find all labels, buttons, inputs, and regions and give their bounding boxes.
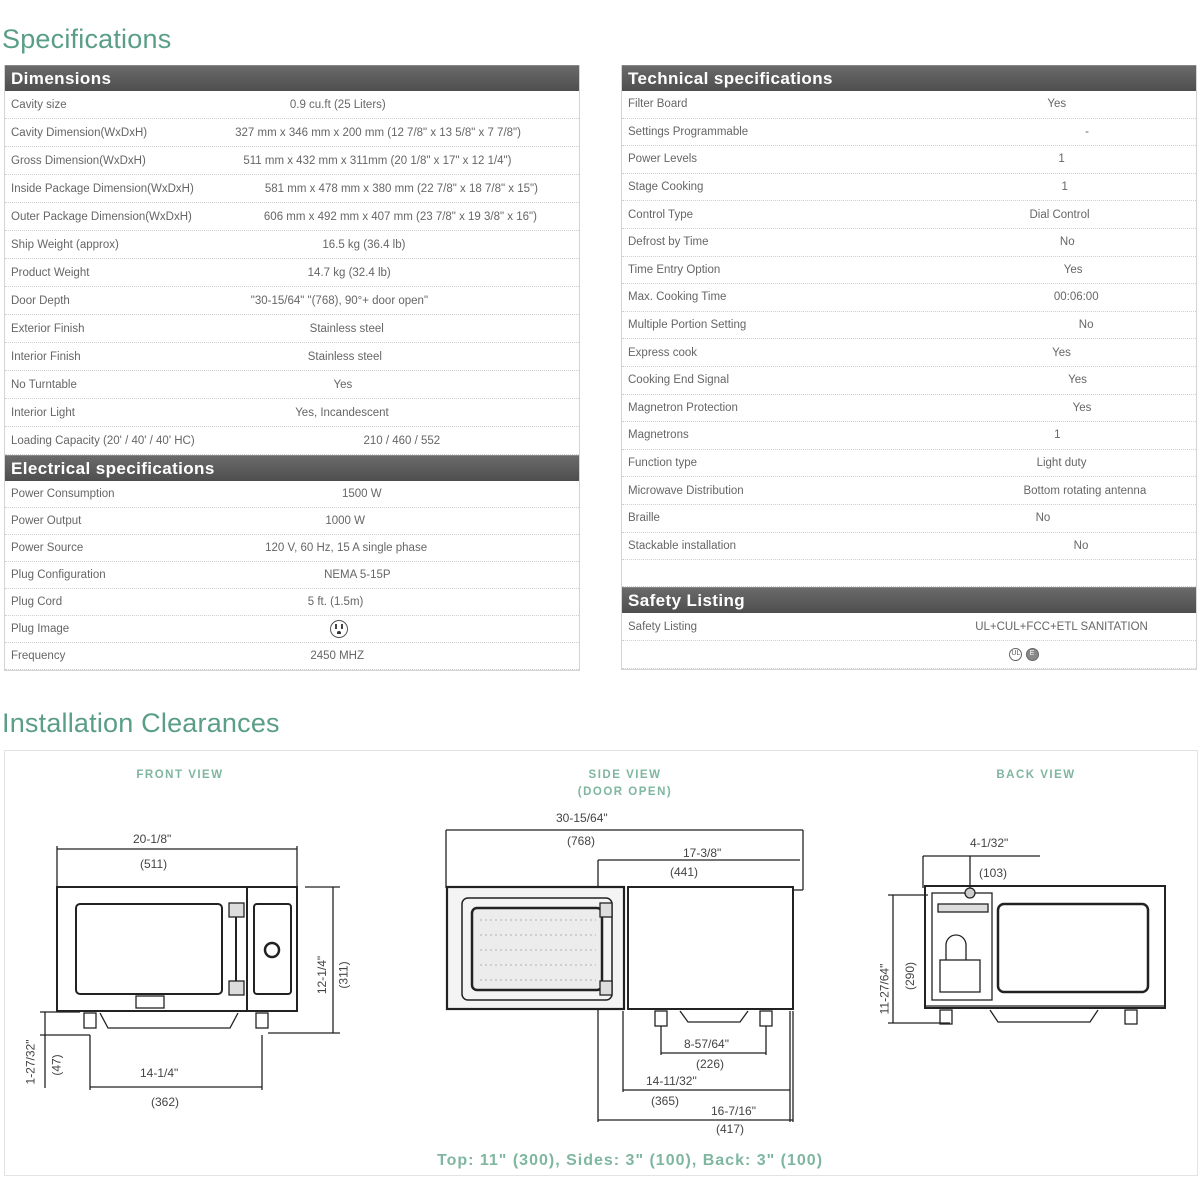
spec-value: 581 mm x 478 mm x 380 mm (22 7/8" x 18 7/8" x 15") (264, 182, 538, 195)
spec-value: 0.9 cu.ft (25 Liters) (289, 98, 386, 111)
spec-row (5, 508, 579, 535)
spec-row (622, 146, 1196, 174)
spec-row (5, 147, 579, 175)
spec-label: Interior Light (11, 406, 75, 419)
dimensions-rows (5, 91, 579, 455)
front-width-mm: (511) (140, 857, 168, 871)
spec-row (5, 427, 579, 455)
spec-value: Light duty (1036, 457, 1087, 470)
spec-value: UL+CUL+FCC+ETL SANITATION (975, 620, 1148, 633)
ul-listed-icon: UL (1009, 648, 1022, 661)
spec-row (622, 422, 1196, 450)
spec-label: Filter Board (628, 98, 688, 111)
spec-row (5, 616, 579, 643)
front-view-label: FRONT VIEW (136, 769, 224, 781)
spec-row (622, 505, 1196, 533)
side-feet-mm: (226) (696, 1057, 725, 1071)
spec-label: Door Depth (11, 294, 70, 307)
electrical-rows (5, 481, 579, 670)
spec-row (5, 643, 579, 670)
spec-row (5, 589, 579, 616)
spec-row (5, 259, 579, 287)
spec-label: Microwave Distribution (628, 484, 744, 497)
spec-row (5, 287, 579, 315)
front-height-mm: (311) (336, 961, 351, 989)
specifications-title: Specifications (2, 24, 172, 54)
spec-row (622, 284, 1196, 312)
spec-row (5, 535, 579, 562)
spec-row (622, 450, 1196, 478)
spec-value: 606 mm x 492 mm x 407 mm (23 7/8" x 19 3/8" x 16") (263, 210, 537, 223)
side-base-in: 16-7/16" (711, 1104, 756, 1118)
spec-value: Yes, Incandescent (295, 406, 389, 419)
front-foot-in: 1-27/32" (23, 1039, 38, 1085)
spec-label: Stage Cooking (628, 181, 704, 194)
spec-value: "30-15/64" "(768), 90°+ door open" (250, 294, 429, 307)
front-feet-span-mm: (362) (151, 1095, 180, 1109)
spec-value: 1000 W (325, 515, 365, 527)
electrical-header: Electrical specifications (5, 455, 579, 481)
spec-label: Plug Configuration (11, 569, 106, 581)
spec-row (5, 481, 579, 508)
spec-row (5, 315, 579, 343)
spec-value: 2450 MHZ (310, 650, 365, 662)
spec-row (5, 203, 579, 231)
spec-label: Plug Cord (11, 596, 63, 608)
spec-value: 1 (1061, 181, 1068, 194)
technical-safety-table (621, 65, 1197, 670)
spec-row (5, 91, 579, 119)
spec-label: Plug Image (11, 623, 70, 635)
spec-label: Time Entry Option (628, 263, 721, 276)
spec-value: Stainless steel (309, 322, 384, 335)
spec-value: Stainless steel (307, 350, 382, 363)
spec-label: Product Weight (11, 266, 90, 279)
spec-value: Yes (1052, 346, 1071, 359)
spec-value: Dial Control (1029, 208, 1090, 221)
spec-label: Magnetrons (628, 429, 689, 442)
front-feet-span-in: 14-1/4" (140, 1066, 179, 1080)
side-view-label: SIDE VIEW (588, 769, 662, 781)
spec-value: No (1073, 539, 1089, 552)
spec-label: Outer Package Dimension(WxDxH) (11, 210, 192, 223)
spec-value: Yes (1072, 401, 1092, 414)
spec-row (5, 371, 579, 399)
cert-icons-row (622, 641, 1196, 669)
spec-value: Yes (1068, 374, 1087, 387)
spec-value: 5 ft. (1.5m) (307, 596, 364, 608)
spec-label: Cooking End Signal (628, 374, 730, 387)
spec-value: NEMA 5-15P (324, 569, 391, 581)
side-base-mm: (417) (716, 1122, 745, 1136)
spec-row (5, 343, 579, 371)
spec-value: Bottom rotating antenna (1023, 484, 1147, 497)
installation-title: Installation Clearances (2, 708, 280, 738)
spec-label: Loading Capacity (20' / 40' / 40' HC) (11, 434, 195, 447)
spec-label: Multiple Portion Setting (628, 319, 747, 332)
spec-value: No (1035, 512, 1051, 525)
front-width-in: 20-1/8" (133, 832, 172, 846)
spec-label: Power Levels (628, 153, 698, 166)
etl-sanitation-icon: E (1026, 648, 1039, 661)
spec-value: Yes (333, 378, 353, 391)
spec-label: Express cook (628, 346, 698, 359)
spec-label: Exterior Finish (11, 322, 85, 335)
spec-label: Max. Cooking Time (628, 291, 727, 304)
spec-value (69, 620, 579, 638)
spec-label: Stackable installation (628, 539, 737, 552)
spec-label: Gross Dimension(WxDxH) (11, 154, 146, 167)
spec-value: 210 / 460 / 552 (363, 434, 441, 447)
spec-label: Cavity size (11, 98, 67, 111)
spec-row (5, 399, 579, 427)
spec-value: 1500 W (341, 488, 382, 500)
spec-label: Frequency (11, 650, 66, 662)
spec-label: Cavity Dimension(WxDxH) (11, 126, 148, 139)
clearance-note: Top: 11" (300), Sides: 3" (100), Back: 3" (100) (436, 1152, 824, 1169)
spec-value: 120 V, 60 Hz, 15 A single phase (265, 542, 428, 554)
spec-row (622, 312, 1196, 340)
spec-label: Magnetron Protection (628, 401, 738, 414)
spec-label: Safety Listing (628, 620, 698, 633)
safety-rows (622, 613, 1196, 641)
side-feet-in: 8-57/64" (684, 1037, 729, 1051)
back-view-drawing (875, 850, 1175, 1040)
spec-label: Inside Package Dimension(WxDxH) (11, 182, 194, 195)
side-depth-mm: (441) (670, 865, 699, 879)
nema-5-15-outlet-icon (330, 620, 348, 638)
spec-value: 14.7 kg (32.4 lb) (307, 266, 391, 279)
spec-row (622, 395, 1196, 423)
front-height-in: 12-1/4" (315, 955, 330, 995)
spec-label: Power Output (11, 515, 82, 527)
spec-label: Settings Programmable (628, 125, 749, 138)
spec-value: Yes (1063, 263, 1083, 276)
spec-label: Control Type (628, 208, 693, 221)
spec-row (622, 477, 1196, 505)
spec-value: No (1059, 236, 1075, 249)
spec-row (622, 613, 1196, 641)
spec-value: - (1085, 125, 1089, 138)
spec-row (622, 367, 1196, 395)
spec-row (622, 174, 1196, 202)
back-height-in: 11-27/64" (877, 963, 892, 1015)
spec-label: No Turntable (11, 378, 77, 391)
spec-value: 1 (1058, 153, 1065, 166)
side-depth-in: 17-3/8" (683, 846, 722, 860)
dimensions-header: Dimensions (5, 65, 579, 91)
spec-label: Power Consumption (11, 488, 115, 500)
back-view-label: BACK VIEW (996, 769, 1076, 781)
side-view-drawing (440, 825, 810, 1135)
spec-row (622, 201, 1196, 229)
spec-row (5, 119, 579, 147)
spec-row (5, 562, 579, 589)
spec-label: Function type (628, 457, 698, 470)
spec-row (622, 91, 1196, 119)
spec-value: Yes (1047, 98, 1067, 111)
spec-value: 00:06:00 (1053, 291, 1099, 304)
front-foot-mm: (47) (49, 1054, 64, 1076)
spec-label: Power Source (11, 542, 84, 554)
spec-row (622, 119, 1196, 147)
spec-row (5, 175, 579, 203)
safety-header: Safety Listing (622, 587, 1196, 613)
spec-value: 511 mm x 432 mm x 311mm (20 1/8" x 17" x 12 1/4") (243, 154, 512, 167)
spec-value: No (1078, 319, 1094, 332)
technical-rows (622, 91, 1196, 560)
back-offset-in: 4-1/32" (970, 836, 1009, 850)
technical-header: Technical specifications (622, 65, 1196, 91)
spec-label: Ship Weight (approx) (11, 238, 119, 251)
spec-value: 16.5 kg (36.4 lb) (322, 238, 406, 251)
side-mid-mm: (365) (651, 1094, 680, 1108)
spec-row (622, 229, 1196, 257)
spacer-row (622, 560, 1196, 587)
spec-row (622, 339, 1196, 367)
spec-row (622, 533, 1196, 561)
dimensions-electrical-table (4, 65, 580, 671)
side-total-mm: (768) (567, 834, 596, 848)
back-offset-mm: (103) (979, 866, 1008, 880)
spec-value: 1 (1054, 429, 1061, 442)
back-height-mm: (290) (903, 961, 918, 991)
spec-row (5, 231, 579, 259)
spec-row (622, 257, 1196, 285)
side-mid-in: 14-11/32" (646, 1074, 697, 1088)
spec-value: 327 mm x 346 mm x 200 mm (12 7/8" x 13 5/8" x 7 7/8") (235, 126, 521, 139)
spec-label: Interior Finish (11, 350, 81, 363)
spec-label: Defrost by Time (628, 236, 709, 249)
spec-label: Braille (628, 512, 660, 525)
side-total-in: 30-15/64" (556, 811, 608, 825)
side-view-sublabel: (DOOR OPEN) (577, 786, 673, 798)
